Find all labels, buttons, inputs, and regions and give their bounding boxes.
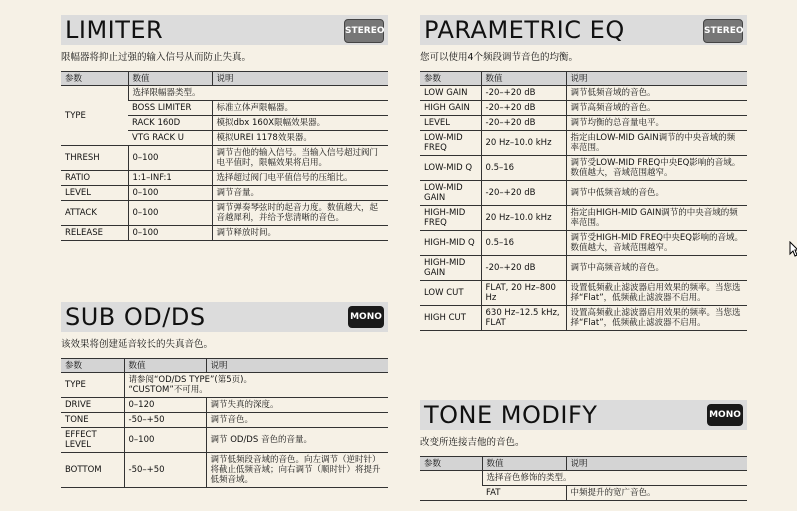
col-desc: 说明 (206, 359, 388, 373)
value-cell: 0.5–16 (481, 231, 566, 256)
table-row (420, 116, 747, 131)
tone-modify-section (420, 400, 747, 501)
value-cell: -20–+20 dB (481, 116, 566, 131)
value-cell: 0–100 (128, 186, 212, 201)
tone-modify-table (420, 456, 747, 501)
param-cell: LEVEL (61, 186, 128, 201)
table-row (420, 281, 747, 306)
value-cell: 0–100 (128, 146, 212, 171)
desc-cell: 调节中低频音域的音色。 (566, 181, 747, 206)
col-value: 数值 (482, 457, 566, 471)
limiter-table (61, 71, 388, 241)
col-param: 参数 (420, 457, 482, 471)
desc-cell: 选择音色修饰的类型。 (482, 471, 747, 486)
table-row (420, 256, 747, 281)
tone-modify-description: 改变所连接吉他的音色。 (420, 437, 525, 448)
param-cell: LOW-MID FREQ (420, 131, 481, 156)
desc-cell: 中频提升的宽广音色。 (566, 486, 747, 501)
limiter-header (61, 15, 388, 45)
desc-cell: 调节音量。 (212, 186, 388, 201)
value-cell: 1:1–INF:1 (128, 171, 212, 186)
table-row (61, 428, 388, 453)
table-row (61, 146, 388, 171)
value-cell: -20–+20 dB (481, 86, 566, 101)
param-cell: THRESH (61, 146, 128, 171)
desc-cell: 模拟dbx 160X限幅效果器。 (212, 116, 388, 131)
table-row (61, 373, 388, 398)
table-row (420, 131, 747, 156)
value-cell: -20–+20 dB (481, 101, 566, 116)
col-param: 参数 (61, 359, 124, 373)
table-row (420, 156, 747, 181)
sub-od-ds-description: 该效果将创建延音较长的失真音色。 (61, 339, 214, 350)
table-row (420, 306, 747, 331)
parametric-eq-header (420, 15, 747, 45)
param-cell: LOW-MID GAIN (420, 181, 481, 206)
param-cell: LOW GAIN (420, 86, 481, 101)
desc-cell: 调节弹奏琴弦时的起音力度。数值越大，起音越犀利，并给予您清晰的音色。 (212, 201, 388, 226)
value-cell: FLAT, 20 Hz–800 Hz (481, 281, 566, 306)
param-cell: LOW CUT (420, 281, 481, 306)
parametric-eq-description: 您可以使用4个频段调节音色的均衡。 (420, 52, 579, 63)
mono-badge: MONO (348, 306, 384, 328)
param-cell (420, 471, 482, 501)
value-cell: 0–120 (124, 398, 206, 413)
stereo-badge: STEREO (344, 19, 384, 43)
table-row (420, 231, 747, 256)
sub-od-ds-title: SUB OD/DS (65, 303, 206, 331)
table-row (61, 171, 388, 186)
value-cell: 20 Hz–10.0 kHz (481, 131, 566, 156)
type-note-text: “CUSTOM”不可用。 (128, 385, 208, 395)
desc-cell: 指定由HIGH-MID GAIN调节的中央音域的频率范围。 (566, 206, 747, 231)
param-cell: HIGH CUT (420, 306, 481, 331)
desc-cell: 设置低频截止滤波器启用效果的频率。当您选择“Flat”，低频截止滤波器不启用。 (566, 281, 747, 306)
desc-cell: 调节受HIGH-MID FREQ中央EQ影响的音域。数值越大，音域范围越窄。 (566, 231, 747, 256)
value-cell: -20–+20 dB (481, 256, 566, 281)
col-value: 数值 (124, 359, 206, 373)
param-cell: TYPE (61, 86, 128, 146)
sub-od-ds-table (61, 358, 388, 488)
value-cell: -50–+50 (124, 413, 206, 428)
desc-cell: 调节低频音域的音色。 (566, 86, 747, 101)
param-cell: HIGH-MID GAIN (420, 256, 481, 281)
table-row (61, 453, 388, 488)
desc-cell: 调节高频音域的音色。 (566, 101, 747, 116)
value-cell: 630 Hz–12.5 kHz, FLAT (481, 306, 566, 331)
table-row (61, 86, 388, 101)
desc-cell: 调节释放时间。 (212, 226, 388, 241)
desc-cell: 标准立体声限幅器。 (212, 101, 388, 116)
desc-cell: 调节失真的深度。 (206, 398, 388, 413)
limiter-section (61, 15, 388, 241)
parametric-eq-section (420, 15, 747, 331)
mouse-cursor-icon (789, 241, 797, 257)
value-cell: -50–+50 (124, 453, 206, 488)
table-header-row (420, 457, 747, 471)
value-cell: 0–100 (124, 428, 206, 453)
col-desc: 说明 (566, 457, 747, 471)
col-desc: 说明 (212, 72, 388, 86)
col-value: 数值 (481, 72, 566, 86)
desc-cell: 调节低频段音域的音色。向左调节（逆时针）将截止低频音域；向右调节（顺时针）将提升低频音域。 (206, 453, 388, 488)
value-cell: BOSS LIMITER (128, 101, 212, 116)
table-row (61, 413, 388, 428)
table-header-row (61, 359, 388, 373)
desc-cell: 调节吉他的输入信号。当输入信号超过阀门电平值时，限幅效果将启用。 (212, 146, 388, 171)
sub-od-ds-section (61, 302, 388, 488)
table-row (61, 201, 388, 226)
table-header-row (61, 72, 388, 86)
param-cell: HIGH-MID Q (420, 231, 481, 256)
desc-cell: 设置高频截止滤波器启用效果的频率。当您选择“Flat”，低频截止滤波器不启用。 (566, 306, 747, 331)
desc-cell: 调节音色。 (206, 413, 388, 428)
desc-cell: 指定由LOW-MID GAIN调节的中央音域的频率范围。 (566, 131, 747, 156)
col-param: 参数 (420, 72, 481, 86)
param-cell: EFFECT LEVEL (61, 428, 124, 453)
param-cell: LEVEL (420, 116, 481, 131)
table-row (61, 398, 388, 413)
param-cell: HIGH GAIN (420, 101, 481, 116)
table-row (420, 206, 747, 231)
stereo-badge: STEREO (703, 19, 743, 43)
param-cell: RATIO (61, 171, 128, 186)
value-cell: -20–+20 dB (481, 181, 566, 206)
value-cell: 0.5–16 (481, 156, 566, 181)
col-param: 参数 (61, 72, 128, 86)
sub-od-ds-header (61, 302, 388, 332)
limiter-description: 限幅器将抑止过强的输入信号从而防止失真。 (61, 52, 252, 63)
param-cell: HIGH-MID FREQ (420, 206, 481, 231)
table-row (61, 186, 388, 201)
parametric-eq-table (420, 71, 747, 331)
parametric-eq-title: PARAMETRIC EQ (424, 16, 625, 44)
value-cell: 0–100 (128, 201, 212, 226)
desc-cell (124, 373, 388, 398)
param-cell: BOTTOM (61, 453, 124, 488)
param-cell: TYPE (61, 373, 124, 398)
table-row (61, 226, 388, 241)
desc-cell: 调节受LOW-MID FREQ中央EQ影响的音域。数值越大，音域范围越窄。 (566, 156, 747, 181)
table-row (420, 471, 747, 486)
param-cell: ATTACK (61, 201, 128, 226)
desc-cell: 模拟UREI 1178效果器。 (212, 131, 388, 146)
col-value: 数值 (128, 72, 212, 86)
desc-cell: 调节 OD/DS 音色的音量。 (206, 428, 388, 453)
param-cell: DRIVE (61, 398, 124, 413)
table-row (420, 181, 747, 206)
value-cell: VTG RACK U (128, 131, 212, 146)
desc-cell: 调节均衡的总音量电平。 (566, 116, 747, 131)
param-cell: TONE (61, 413, 124, 428)
type-ref-text: 请参阅“OD/DS TYPE”(第5页)。 (128, 375, 252, 385)
tone-modify-title: TONE MODIFY (424, 401, 598, 429)
desc-cell: 选择限幅器类型。 (128, 86, 388, 101)
value-cell: RACK 160D (128, 116, 212, 131)
table-row (420, 86, 747, 101)
col-desc: 说明 (566, 72, 747, 86)
param-cell: RELEASE (61, 226, 128, 241)
table-header-row (420, 72, 747, 86)
value-cell: 0–100 (128, 226, 212, 241)
value-cell: FAT (482, 486, 566, 501)
desc-cell: 选择超过阀门电平值信号的压缩比。 (212, 171, 388, 186)
tone-modify-header (420, 400, 747, 430)
desc-cell: 调节中高频音域的音色。 (566, 256, 747, 281)
limiter-title: LIMITER (65, 16, 164, 44)
param-cell: LOW-MID Q (420, 156, 481, 181)
mono-badge: MONO (707, 404, 743, 426)
value-cell: 20 Hz–10.0 kHz (481, 206, 566, 231)
table-row (420, 101, 747, 116)
